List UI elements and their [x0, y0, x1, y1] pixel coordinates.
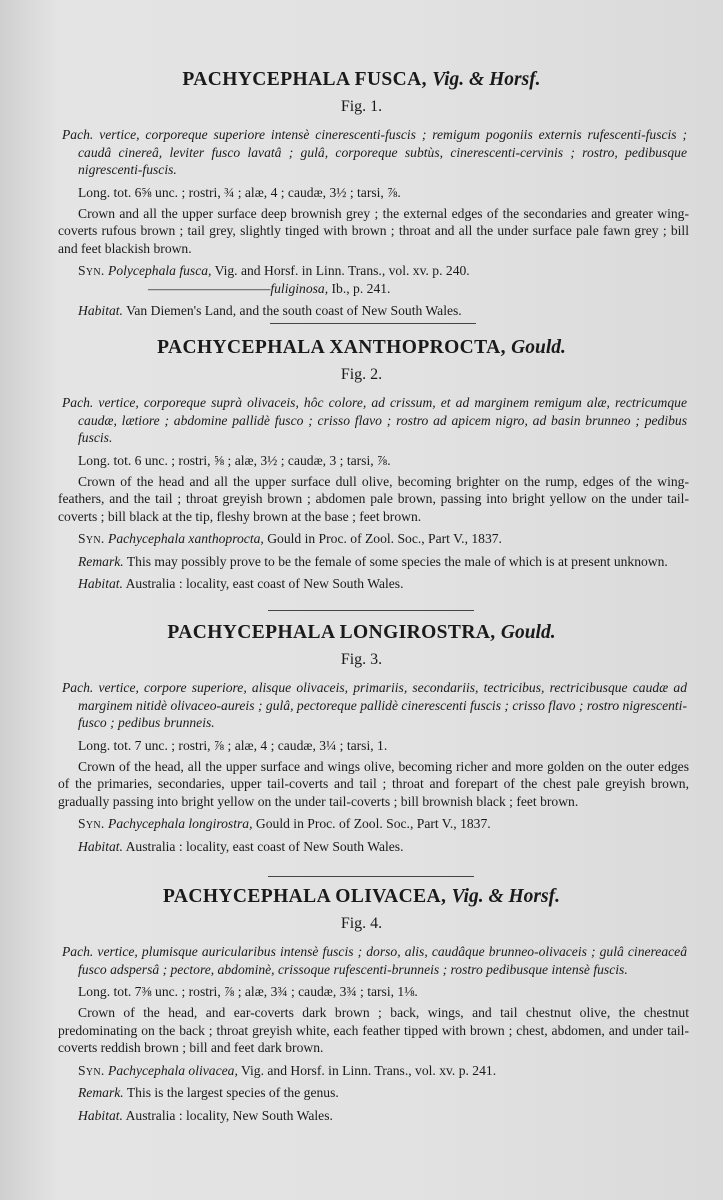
section-divider — [268, 876, 474, 877]
habitat-text: Australia : locality, east coast of New South Wales. — [125, 838, 404, 854]
measurements: Long. tot. 6⅝ unc. ; rostri, ¾ ; alæ, 4 ; caudæ, 3½ ; tarsi, ⅞. — [78, 184, 401, 200]
synonym-secondary — [148, 280, 723, 298]
synonym-name: Pachycephala xanthoprocta, — [108, 531, 264, 546]
section-divider — [268, 610, 474, 611]
habitat-label: Habitat. — [78, 303, 123, 318]
synonym-name: Pachycephala olivacea, — [108, 1062, 238, 1078]
synonym-label: Syn. — [78, 263, 105, 278]
habitat — [58, 302, 689, 320]
synonym-reference-2: Ib., p. 241. — [331, 280, 391, 296]
habitat-label: Habitat. — [78, 1107, 123, 1123]
species-title — [0, 336, 723, 360]
figure-number: Fig. 4. — [340, 915, 383, 932]
measurements: Long. tot. 6 unc. ; rostri, ⅝ ; alæ, 3½ ; caudæ, 3 ; tarsi, ⅞. — [78, 452, 391, 468]
species-name: PACHYCEPHALA LONGIROSTRA, — [167, 622, 496, 643]
species-entry — [0, 621, 723, 855]
latin-description: Pach. vertice, corporeque suprà olivaceis, hôc colore, ad crissum, et ad marginem remigum alæ, rectricumque caudæ, lætiore ; abdomine pallidè fusco ; crisso flavo ; rostro ad apicem nigro, ad basin brunneo ; pedibus fuscis. — [62, 395, 687, 445]
synonym-name: Pachycephala longirostra, — [108, 816, 253, 831]
measurements: Long. tot. 7 unc. ; rostri, ⅞ ; alæ, 4 ; caudæ, 3¼ ; tarsi, 1. — [78, 737, 388, 753]
measurements: Long. tot. 7⅜ unc. ; rostri, ⅞ ; alæ, 3¾ ; caudæ, 3¾ ; tarsi, 1⅛. — [78, 984, 418, 999]
remark-text: This may possibly prove to be the female of some species the male of which is at present unknown. — [126, 553, 668, 569]
species-title — [0, 621, 723, 645]
habitat — [58, 575, 689, 593]
synonym-label: Syn. — [78, 1062, 105, 1078]
habitat-text: Australia : locality, east coast of New South Wales. — [125, 576, 404, 591]
species-name: PACHYCEPHALA FUSCA, — [182, 69, 427, 90]
remark-text: This is the largest species of the genus. — [126, 1085, 339, 1100]
english-description: Crown of the head and all the upper surface dull olive, becoming brighter on the rump, edges of the wing-feathers, and the tail ; throat greyish brown ; abdomen pale brown, passing into bright yellow on the under tail-coverts ; bill black at the tip, fleshy brown at the base ; feet brown. — [58, 473, 689, 524]
remark — [58, 553, 689, 571]
species-author: Gould. — [500, 622, 556, 643]
species-name: PACHYCEPHALA OLIVACEA, — [163, 886, 447, 907]
figure-number: Fig. 1. — [340, 98, 383, 115]
remark-label: Remark. — [78, 1085, 124, 1100]
figure-number: Fig. 3. — [340, 651, 383, 668]
species-name: PACHYCEPHALA XANTHOPROCTA, — [157, 337, 506, 358]
synonym-label: Syn. — [78, 531, 105, 546]
synonym-name: Polycephala fusca, — [108, 263, 212, 278]
species-entry — [0, 336, 723, 593]
english-description: Crown of the head, and ear-coverts dark brown ; back, wings, and tail chestnut olive, the chestnut predominating on the back ; throat greyish white, each feather tipped with brown ; chest, abdomen, and under tail-coverts reddish brown ; bill and feet dark brown. — [58, 1005, 689, 1055]
habitat — [58, 1107, 689, 1125]
synonym-reference: Gould in Proc. of Zool. Soc., Part V., 1837. — [255, 816, 491, 831]
species-title — [0, 885, 723, 909]
habitat — [58, 838, 689, 856]
section-divider — [270, 323, 476, 324]
synonym-reference: Vig. and Horsf. in Linn. Trans., vol. xv. p. 241. — [241, 1062, 497, 1078]
species-title — [0, 68, 723, 92]
synonym — [78, 815, 723, 833]
habitat-text: Van Diemen's Land, and the south coast of New South Wales. — [126, 303, 462, 318]
latin-description: Pach. vertice, plumisque auricularibus intensè fuscis ; dorso, alis, caudâque brunneo-olivaceis ; gulâ cinereaceâ fusco adspersâ ; pectore, abdominè, crissoque rufescenti-brunneis ; rostro pedibusque intensè fuscis. — [62, 944, 687, 977]
synonym-label: Syn. — [78, 816, 105, 831]
latin-description: Pach. vertice, corporeque superiore intensè cinerescenti-fuscis ; remigum pogoniis externis rufescenti-fuscis ; caudâ cinereâ, leviter fusco lavatâ ; gulâ, corporeque subtùs, cinerescenti-cervinis ; rostro, pedibusque nigrescenti-fuscis. — [62, 127, 687, 177]
species-entry — [0, 68, 723, 320]
habitat-label: Habitat. — [78, 838, 123, 854]
synonym-dash: ————————— — [148, 280, 271, 296]
synonym-name-2: fuliginosa, — [270, 280, 329, 296]
habitat-text: Australia : locality, New South Wales. — [125, 1107, 333, 1123]
synonym — [78, 530, 723, 548]
synonym-reference: Gould in Proc. of Zool. Soc., Part V., 1837. — [267, 531, 502, 546]
latin-description: Pach. vertice, corpore superiore, alisque olivaceis, primariis, secondariis, tectricibus, rectricibusque caudæ ad marginem nitidè olivaceo-aureis ; gulâ, pectoreque pallidè cinerescenti fuscis ; crisso flavo ; rostro nigrescenti-fusco ; pedibus brunneis. — [62, 680, 687, 730]
species-author: Vig. & Horsf. — [451, 886, 560, 907]
remark — [58, 1084, 689, 1102]
species-author: Gould. — [511, 337, 566, 358]
habitat-label: Habitat. — [78, 576, 123, 591]
synonym — [78, 262, 723, 280]
figure-number: Fig. 2. — [340, 366, 383, 383]
synonym — [78, 1062, 723, 1080]
species-entry — [0, 885, 723, 1124]
english-description: Crown of the head, all the upper surface and wings olive, becoming richer and more golden on the outer edges of the primaries, secondaries, upper tail-coverts and tail ; throat and forepart of the chest pale greyish brown, gradually passing into bright yellow on the under tail-coverts ; bill brownish black ; feet brown. — [58, 758, 689, 809]
english-description: Crown and all the upper surface deep brownish grey ; the external edges of the secondaries and greater wing-coverts rufous brown ; tail grey, slightly tinged with brown ; throat and all the under surface pale fawn grey ; bill and feet blackish brown. — [58, 205, 689, 256]
synonym-reference: Vig. and Horsf. in Linn. Trans., vol. xv. p. 240. — [214, 263, 470, 278]
species-author: Vig. & Horsf. — [432, 69, 541, 90]
remark-label: Remark. — [78, 553, 124, 569]
